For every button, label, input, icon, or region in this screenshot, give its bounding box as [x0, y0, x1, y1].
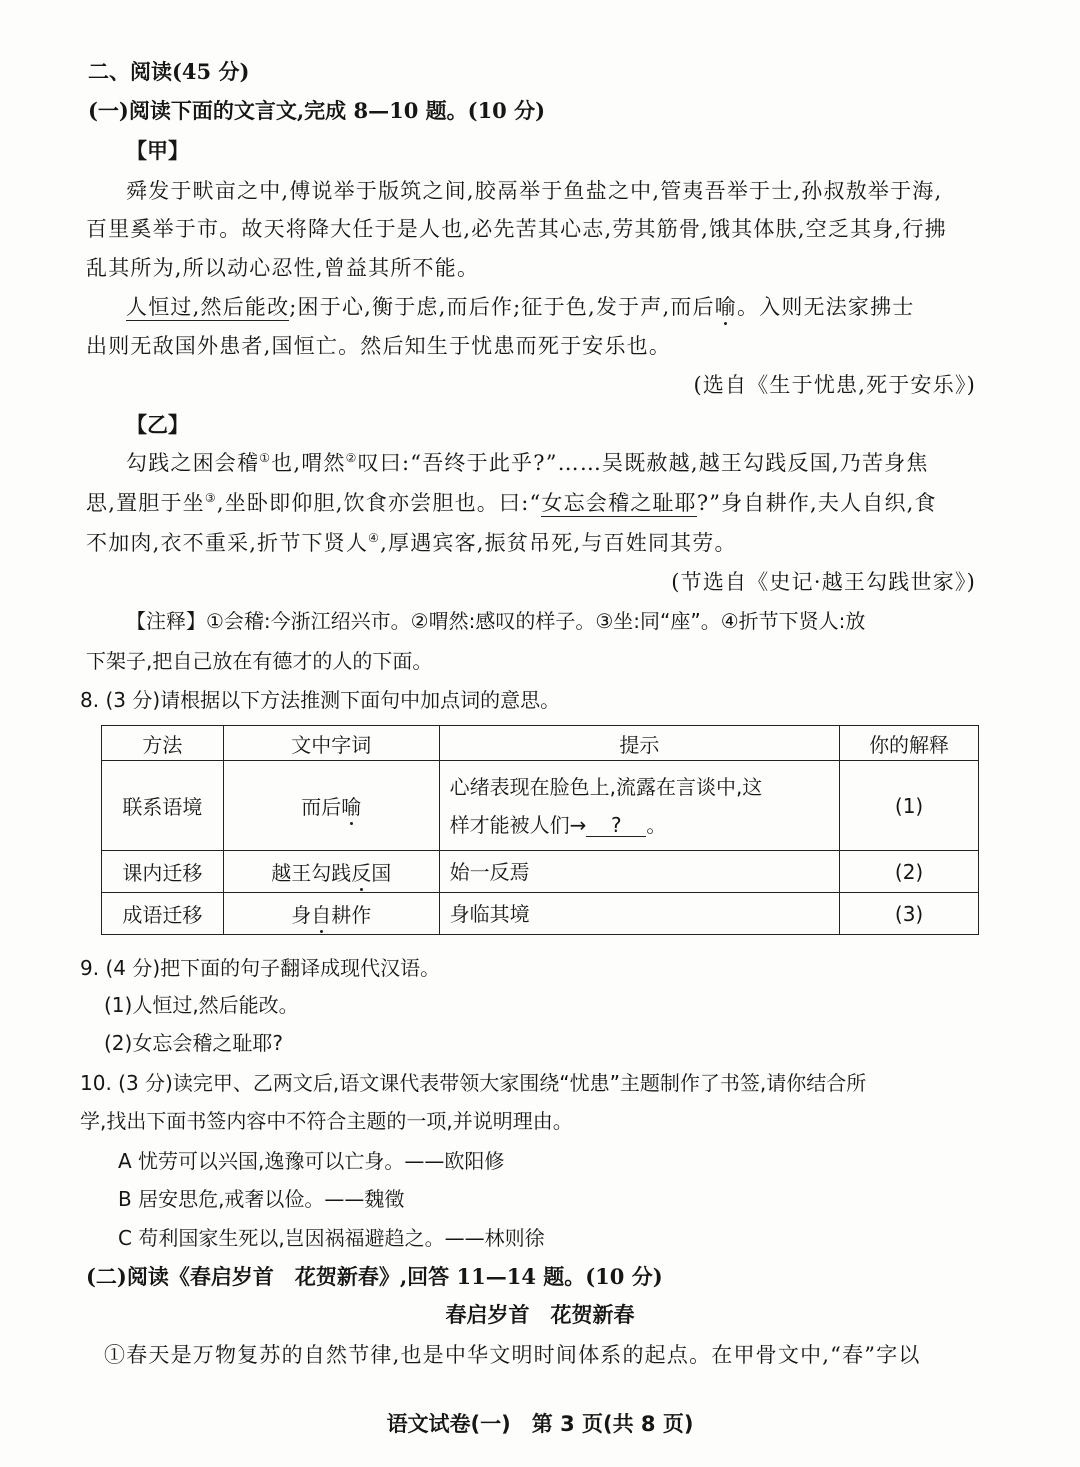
jia-line-2: 百里奚举于市。故天将降大任于是人也,必先苦其心志,劳其筋骨,饿其体肤,空乏其身,行拂	[86, 217, 947, 241]
jia-line-1: 舜发于畎亩之中,傅说举于版筑之间,胶鬲举于鱼盐之中,管夷吾举于士,孙叔敖举于海,	[126, 179, 943, 203]
question-9-item-2: (2)女忘会稽之耻耶?	[104, 1031, 283, 1055]
section-heading: 二、阅读(45 分)	[88, 59, 250, 84]
underlined-sentence-yi: 女忘会稽之耻耶	[541, 491, 697, 515]
jia-source: (选自《生于忧患,死于安乐》)	[693, 373, 976, 397]
part1-heading: (一)阅读下面的文言文,完成 8—10 题。(10 分)	[88, 98, 546, 123]
footnote-1: ①	[259, 451, 272, 465]
table-row	[102, 761, 979, 851]
cell-hint: 身临其境	[439, 893, 840, 935]
yi-source: (节选自《史记·越王勾践世家》)	[671, 570, 976, 594]
footnote-2: ②	[345, 451, 358, 465]
question-9-prompt: 9. (4 分)把下面的句子翻译成现代汉语。	[80, 956, 441, 980]
yi-line-1: 勾践之困会稽①也,喟然②叹曰:“吾终于此乎?”……吴既赦越,越王勾践反国,乃苦身焦	[126, 451, 929, 475]
method-table	[101, 725, 979, 935]
article-title: 春启岁首 花贺新春	[445, 1302, 635, 1327]
cell-hint: 始一反焉	[439, 851, 840, 893]
cell-method: 联系语境	[102, 761, 224, 851]
table-row	[102, 851, 979, 893]
col-header-phrase: 文中字词	[223, 726, 439, 761]
question-9-item-1: (1)人恒过,然后能改。	[104, 993, 299, 1017]
question-10-option-a: A 忧劳可以兴国,逸豫可以亡身。——欧阳修	[118, 1149, 505, 1173]
yi-line-3: 不加肉,衣不重采,折节下贤人④,厚遇宾客,振贫吊死,与百姓同其劳。	[86, 531, 737, 555]
dotted-char-yu: 喻	[714, 295, 737, 319]
cell-method: 课内迁移	[102, 851, 224, 893]
table-header-row	[102, 726, 979, 761]
jia-line-5: 出则无敌国外患者,国恒亡。然后知生于忧患而死于安乐也。	[86, 334, 672, 358]
jia-line-3: 乱其所为,所以动心忍性,曾益其所不能。	[86, 256, 480, 280]
answer-blank[interactable]: ?	[586, 814, 646, 837]
dotted-char: 自	[311, 903, 332, 927]
cell-phrase: 越王勾践反国	[223, 851, 439, 893]
text-jia-label: 【甲】	[126, 138, 189, 163]
cell-hint: 心绪表现在脸色上,流露在言谈中,这 样才能被人们→ ? 。	[439, 761, 840, 851]
question-8-prompt: 8. (3 分)请根据以下方法推测下面句中加点词的意思。	[80, 688, 561, 712]
cell-answer[interactable]: (2)	[840, 851, 979, 893]
footnote-3: ③	[204, 491, 217, 505]
part2-heading: (二)阅读《春启岁首 花贺新春》,回答 11—14 题。(10 分)	[86, 1264, 663, 1289]
cell-answer[interactable]: (1)	[840, 761, 979, 851]
text-yi-label: 【乙】	[126, 412, 189, 437]
question-10-option-c: C 苟利国家生死以,岂因祸福避趋之。——林则徐	[118, 1226, 545, 1250]
dotted-char: 反	[351, 861, 372, 885]
underlined-sentence-jia: 人恒过,然后能改	[126, 295, 290, 319]
question-10-prompt-line-2: 学,找出下面书签内容中不符合主题的一项,并说明理由。	[80, 1109, 573, 1133]
dotted-char: 喻	[341, 795, 362, 819]
yi-line-2: 思,置胆于坐③,坐卧即仰胆,饮食亦尝胆也。曰:“女忘会稽之耻耶?”身自耕作,夫人自织,食	[86, 491, 937, 515]
col-header-hint: 提示	[439, 726, 840, 761]
page-footer: 语文试卷(一) 第 3 页(共 8 页)	[386, 1412, 694, 1436]
article-paragraph-1: ①春天是万物复苏的自然节律,也是中华文明时间体系的起点。在甲骨文中,“春”字以	[104, 1343, 921, 1367]
notes-line-1: 【注释】①会稽:今浙江绍兴市。②喟然:感叹的样子。③坐:同“座”。④折节下贤人:放	[126, 609, 866, 633]
cell-answer[interactable]: (3)	[840, 893, 979, 935]
notes-line-2: 下架子,把自己放在有德才的人的下面。	[86, 649, 433, 673]
question-10-option-b: B 居安思危,戒奢以俭。——魏徵	[118, 1187, 405, 1211]
jia-line-4: 人恒过,然后能改;困于心,衡于虑,而后作;征于色,发于声,而后喻。入则无法家拂士	[126, 295, 915, 319]
cell-phrase: 身自耕作	[223, 893, 439, 935]
table-row	[102, 893, 979, 935]
cell-method: 成语迁移	[102, 893, 224, 935]
col-header-method: 方法	[102, 726, 224, 761]
footnote-4: ④	[368, 531, 381, 545]
cell-phrase: 而后喻	[223, 761, 439, 851]
question-10-prompt-line-1: 10. (3 分)读完甲、乙两文后,语文课代表带领大家围绕“忧患”主题制作了书签,请你结合所	[80, 1071, 867, 1095]
col-header-answer: 你的解释	[840, 726, 979, 761]
